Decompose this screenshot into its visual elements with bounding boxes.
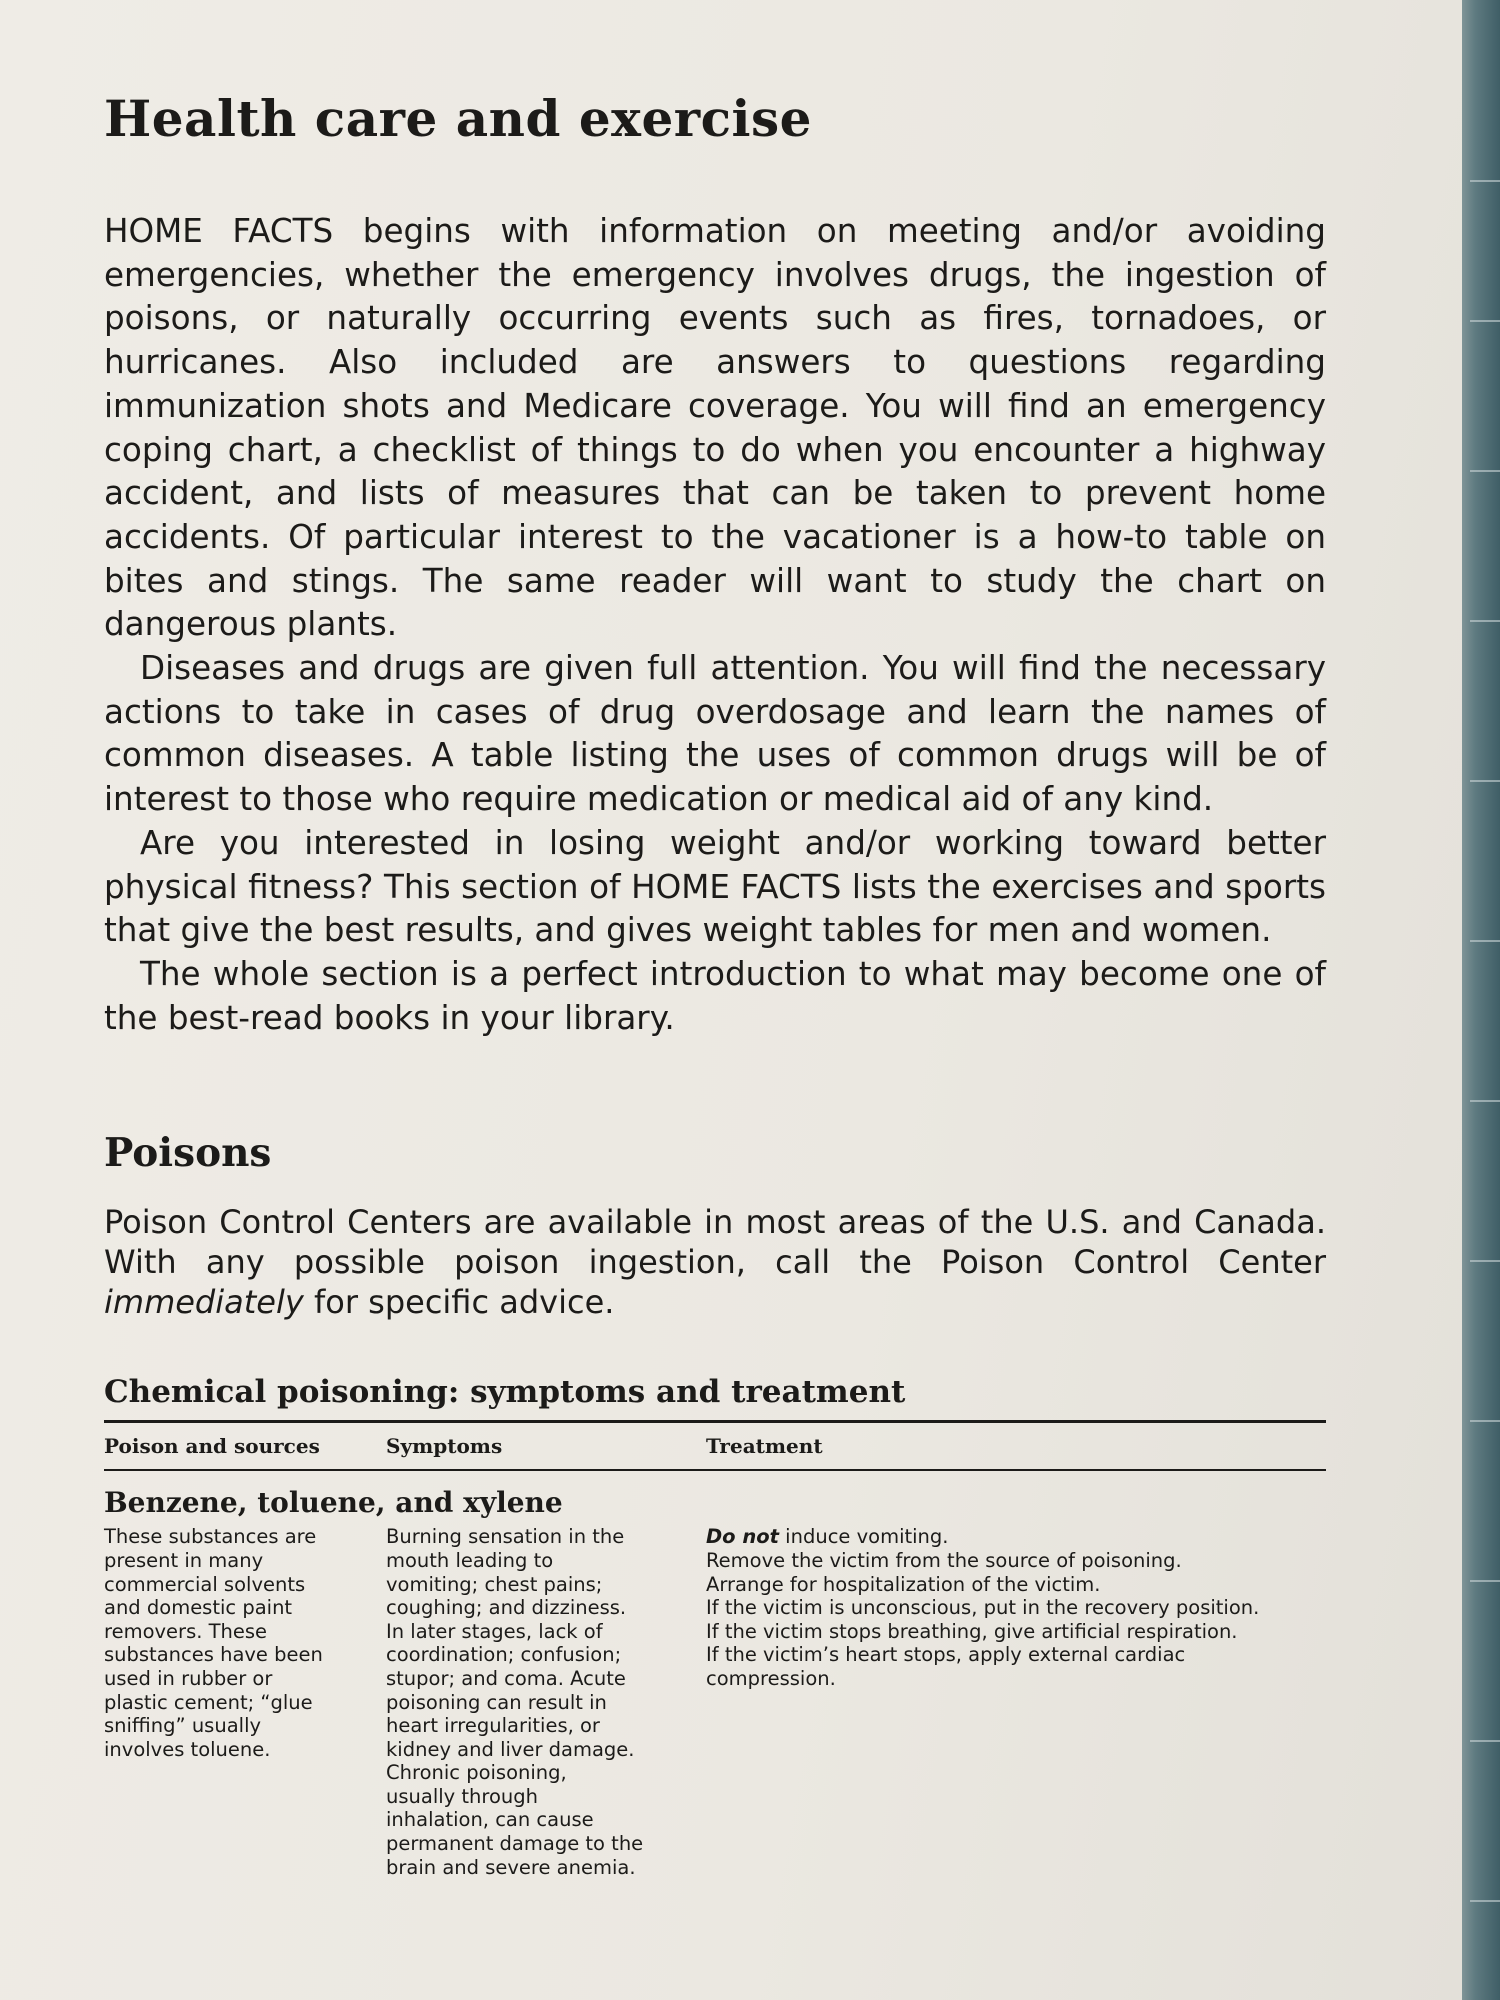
edge-mark — [1470, 1740, 1500, 1742]
poisons-heading: Poisons — [104, 1130, 272, 1177]
book-cover-edge — [1462, 0, 1500, 2000]
poison-treatment — [706, 1525, 1326, 1879]
edge-mark — [1470, 1580, 1500, 1582]
intro-paragraph: The whole section is a perfect introduction to what may become one of the best-read books in your library. — [104, 954, 1326, 1037]
edge-mark — [1470, 180, 1500, 182]
table-title: Chemical poisoning: symptoms and treatment — [104, 1374, 906, 1411]
column-header-symptoms: Symptoms — [386, 1434, 503, 1459]
poison-sources: These substances are present in many commercial solvents and domestic paint removers. These substances have been used in rubber or plastic cement; “glue sniffing” usually involves toluene. — [104, 1525, 323, 1761]
edge-mark — [1470, 940, 1500, 942]
column-header-treatment: Treatment — [706, 1434, 823, 1459]
edge-mark — [1470, 780, 1500, 782]
edge-mark — [1470, 320, 1500, 322]
intro-section — [104, 210, 1326, 1040]
poisons-text-after: for specific advice. — [303, 1283, 615, 1322]
intro-paragraph: HOME FACTS begins with information on meeting and/or avoiding emergencies, whether the emergency involves drugs, the ingestion of poisons, or naturally occurring events such as fires, tornadoes, or hurricanes. Also included are answers to questions regarding immunization shots and Medicare coverage. You will find an emergency coping chart, a checklist of things to do when you encounter a highway accident, and lists of measures that can be taken to prevent home accidents. Of particular interest to the vacationer is a how-to table on bites and stings. The same reader will want to study the chart on dangerous plants. — [104, 212, 1326, 644]
table-header-rule — [104, 1469, 1326, 1471]
page-title: Health care and exercise — [104, 89, 812, 148]
treatment-warning: Do not — [706, 1525, 779, 1549]
page-content — [104, 84, 1326, 1879]
poisons-text-emphasis: immediately — [104, 1283, 304, 1322]
edge-mark — [1470, 470, 1500, 472]
table-row — [104, 1485, 1326, 1879]
poisons-text-before: Poison Control Centers are available in most areas of the U.S. and Canada. With any possible poison ingestion, call the Poison Control Center — [104, 1203, 1326, 1282]
poison-name: Benzene, toluene, and xylene — [104, 1486, 563, 1520]
intro-paragraph: Diseases and drugs are given full attention. You will find the necessary actions to take in cases of drug overdosage and learn the names of common diseases. A table listing the uses of common drugs will be of interest to those who require medication or medical aid of any kind. — [104, 649, 1326, 819]
table-row-body — [104, 1525, 1326, 1879]
edge-mark — [1470, 620, 1500, 622]
poisons-intro-text — [104, 1202, 1326, 1322]
poison-symptoms: Burning sensation in the mouth leading to vomiting; chest pains; coughing; and dizziness. In later stages, lack of coordination; confusion; stupor; and coma. Acute poisoning can result in heart irregularities, or kidney and liver damage. Chronic poisoning, usually through inhalation, can cause permanent damage to the brain and severe anemia. — [386, 1525, 644, 1879]
treatment-steps: induce vomiting. Remove the victim from the source of poisoning. Arrange for hospitalization of the victim. If the victim is unconscious, put in the recovery position. If the victim stops breathing, give artificial respiration. If the victim’s heart stops, apply external cardiac compression. — [706, 1525, 1260, 1690]
edge-mark — [1470, 1900, 1500, 1902]
table-header-row — [104, 1423, 1326, 1469]
column-header-poison: Poison and sources — [104, 1434, 320, 1459]
intro-paragraph: Are you interested in losing weight and/or working toward better physical fitness? This section of HOME FACTS lists the exercises and sports that give the best results, and gives weight tables for men and women. — [104, 823, 1326, 950]
edge-mark — [1470, 1260, 1500, 1262]
edge-mark — [1470, 1420, 1500, 1422]
edge-mark — [1470, 1100, 1500, 1102]
